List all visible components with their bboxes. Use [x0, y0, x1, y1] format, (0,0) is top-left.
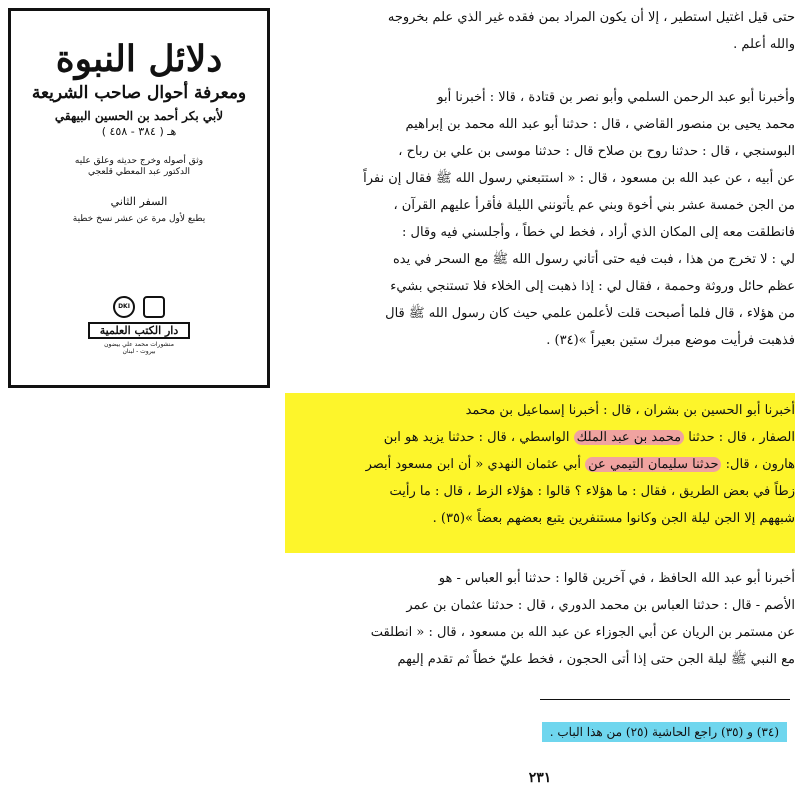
cover-edition: يطبع لأول مرة عن عشر نسخ خطية: [72, 214, 206, 225]
paragraph-4: [285, 565, 795, 673]
text-line: عن أبيه ، عن عبد الله بن مسعود ، قال : « استتبعني رسول الله ﷺ فقال إن نفراً: [363, 171, 795, 186]
publisher-logos: [23, 296, 255, 318]
paragraph-2: [285, 84, 795, 354]
text-line: حتى قيل اغتيل استطير ، إلا أن يكون المراد بمن فقده غير الذي علم بخروجه: [387, 10, 795, 25]
text-line: من هؤلاء ، قال فلما أصبحت قلت لأعلمن علمي حيث كان رسول الله ﷺ قال: [385, 306, 795, 321]
text-line: وأخبرنا أبو عبد الرحمن السلمي وأبو نصر بن قتادة ، قالا : أخبرنا أبو: [437, 90, 795, 105]
text-line: الصفار ، قال : حدثنا محمد بن عبد الملك الواسطي ، قال : حدثنا يزيد هو ابن: [383, 430, 795, 445]
text-line: زطاً في بعض الطريق ، فقال : ما هؤلاء ؟ قالوا : هؤلاء الزط ، قال : ما رأيت: [389, 484, 795, 499]
publisher-city: بيروت - لبنان: [122, 348, 156, 355]
publisher-block: [23, 296, 255, 355]
text-line: فذهبت فرأيت موضع مبرك ستين بعيراً »(٣٤) .: [546, 333, 795, 348]
publisher-address: منشورات محمد علي بيضون: [104, 341, 174, 348]
text-line: أخبرنا أبو الحسين بن بشران ، قال : أخبرنا إسماعيل بن محمد: [465, 403, 795, 418]
text-line: شبههم إلا الجن ليلة الجن وكانوا مستنفرين يتبع بعضهم بعضاً »(٣٥) .: [432, 511, 795, 526]
book-cover: [8, 8, 270, 388]
publisher-name: دار الكتب العلمية: [88, 322, 190, 339]
text-line: مع النبي ﷺ ليلة الجن حتى إذا أتى الحجون ، فخط عليّ خطاً ثم تقدم إليهم: [397, 652, 795, 667]
text-line: محمد يحيى بن منصور القاضي ، قال : حدثنا أبو عبد الله محمد بن إبراهيم: [405, 117, 795, 132]
red-marked-phrase: محمد بن عبد الملك: [574, 430, 684, 445]
cover-author: لأبي بكر أحمد بن الحسين البيهقي: [54, 108, 224, 123]
text-line: الأصم - قال : حدثنا العباس بن محمد الدوري ، قال : حدثنا عثمان بن عمر: [406, 598, 795, 613]
footnote: (٣٤) و (٣٥) راجع الحاشية (٢٥) من هذا الباب .: [542, 722, 787, 742]
text-line: عن مستمر بن الريان عن أبي الجوزاء عن عبد الله بن مسعود ، قال : « انطلقت: [370, 625, 795, 640]
cover-title: دلائل النبوة: [55, 38, 223, 80]
book-page: [285, 0, 795, 800]
text-line: لي : لا تخرج من هذا ، فبت فيه حتى أتاني رسول الله ﷺ مع السحر في يده: [392, 252, 795, 267]
text-line: هارون ، قال: حدثنا سليمان التيمي عن أبي عثمان النهدي « أن ابن مسعود أبصر: [365, 457, 795, 472]
text-line: من الجن خمسة عشر بني أخوة وبني عم يأتونني الليلة فأقرأ عليهم القرآن ،: [393, 198, 795, 213]
text-line: البوسنجي ، قال : حدثنا روح بن صلاح قال : حدثنا موسى بن علي بن رباح ،: [398, 144, 795, 159]
publisher-seal-icon: [143, 296, 165, 318]
text-line: فانطلقت معه إلى المكان الذي أراد ، فخط لي خطاً ، وأجلسني فيه وقال :: [402, 225, 795, 240]
paragraph-3-highlighted: [285, 397, 795, 532]
footnote-divider: [540, 699, 790, 700]
cover-editor: [23, 156, 255, 179]
cover-editor-line: وثق أصوله وخرج حديثه وعلق عليه: [74, 155, 204, 166]
text-line: أخبرنا أبو عبد الله الحافظ ، في آخرين قالوا : حدثنا أبو العباس - هو: [438, 571, 795, 586]
publisher-dki-logo-icon: DKI: [113, 296, 135, 318]
cover-editor-name: الدكتور عبد المعطي قلعجي: [88, 167, 190, 178]
page-number: ٢٣١: [528, 770, 552, 786]
paragraph-1: [285, 4, 795, 58]
cover-volume: السفر الثاني: [110, 195, 168, 209]
text-line: والله أعلم .: [733, 37, 795, 52]
text-line: عظم حائل وروثة وحممة ، فقال لي : إذا ذهبت إلى الخلاء فلا تستنجي بشيء: [390, 279, 795, 294]
red-marked-phrase: حدثنا سليمان التيمي عن: [585, 457, 721, 472]
cover-subtitle: ومعرفة أحوال صاحب الشريعة: [31, 82, 247, 103]
cover-years: ( ٣٨٤ - ٤٥٨ ) هـ: [101, 124, 177, 138]
